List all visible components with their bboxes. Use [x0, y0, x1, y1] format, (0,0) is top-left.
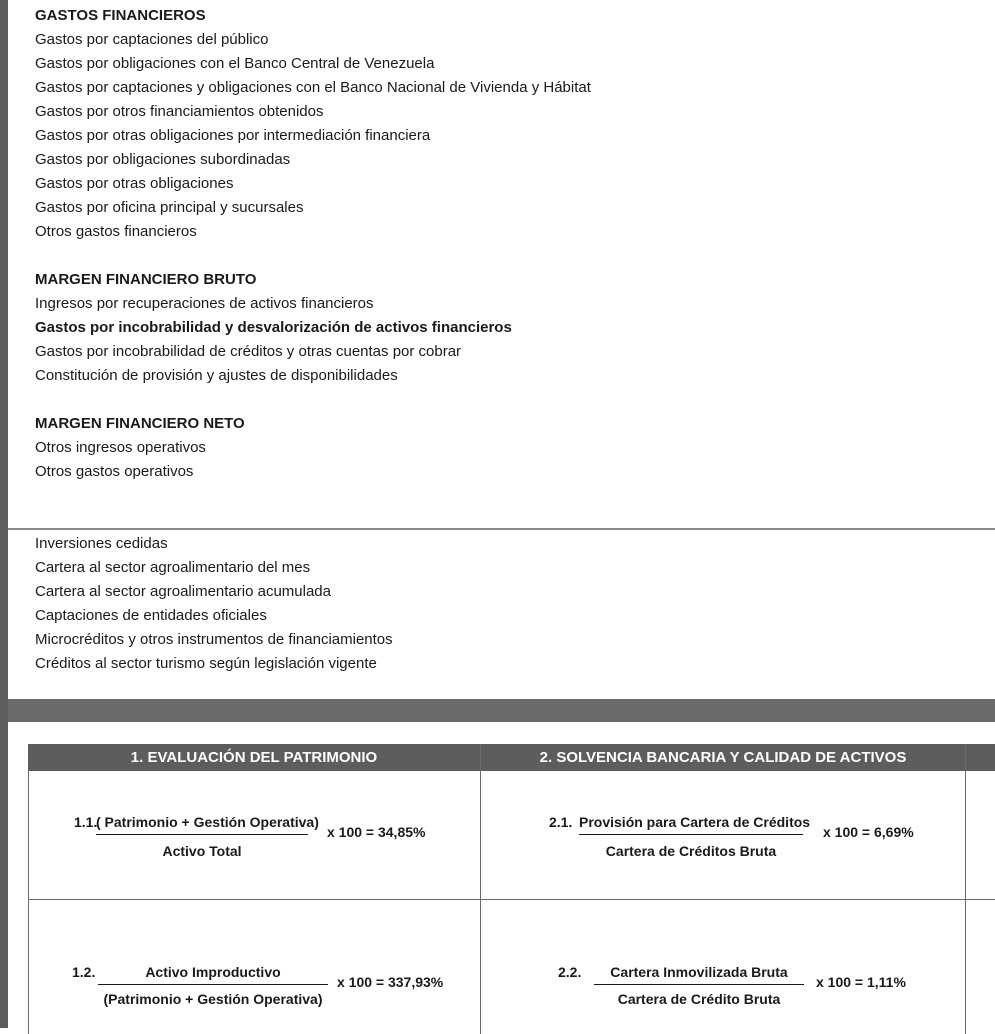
ratio-denominator: Activo Total	[162, 843, 242, 859]
fraction-bar	[594, 984, 804, 985]
header-solvencia: 2. SOLVENCIA BANCARIA Y CALIDAD DE ACTIVOS	[481, 744, 965, 771]
ratio-numerator: Activo Improductivo	[145, 964, 281, 980]
fraction-bar	[98, 984, 328, 985]
list-item: Gastos por captaciones y obligaciones con el Banco Nacional de Vivienda y Hábitat	[35, 79, 591, 96]
list-item: Cartera al sector agroalimentario del mes	[35, 559, 311, 576]
list-item: Gastos por otros financiamientos obtenidos	[35, 103, 324, 120]
header-patrimonio: 1. EVALUACIÓN DEL PATRIMONIO	[28, 744, 480, 771]
gastos-financieros-section	[35, 4, 975, 244]
table-row-divider	[28, 899, 995, 900]
ratio-result: x 100 = 1,11%	[816, 974, 906, 990]
list-item: Gastos por captaciones del público	[35, 31, 269, 48]
list-item: Otros ingresos operativos	[35, 439, 206, 456]
left-border-bar	[0, 0, 8, 1028]
section-separator-band	[8, 699, 995, 722]
list-item: Captaciones de entidades oficiales	[35, 607, 267, 624]
margen-neto-section	[35, 412, 975, 484]
header-extra	[966, 744, 995, 771]
list-item: Inversiones cedidas	[35, 535, 168, 552]
ratio-index: 1.2.	[72, 964, 96, 980]
list-item: Créditos al sector turismo según legislación vigente	[35, 655, 377, 672]
ratio-index: 2.1.	[549, 814, 573, 830]
list-item: Otros gastos financieros	[35, 223, 197, 240]
list-item: Gastos por otras obligaciones	[35, 175, 234, 192]
list-item: Gastos por otras obligaciones por intermediación financiera	[35, 127, 431, 144]
ratio-result: x 100 = 6,69%	[823, 824, 914, 840]
ratio-denominator: Cartera de Créditos Bruta	[605, 843, 777, 859]
section-title: GASTOS FINANCIEROS	[35, 7, 206, 24]
list-item: Otros gastos operativos	[35, 463, 194, 480]
fraction-bar	[96, 834, 308, 835]
ratio-2-1	[549, 812, 959, 862]
list-item: Constitución de provisión y ajustes de disponibilidades	[35, 367, 398, 384]
list-item: Gastos por oficina principal y sucursales	[35, 199, 304, 216]
ratio-1-2	[72, 962, 472, 1012]
table-border-left	[28, 771, 29, 1034]
section-title: MARGEN FINANCIERO BRUTO	[35, 271, 257, 288]
table-column-divider	[965, 744, 966, 1034]
ratio-numerator: ( Patrimonio + Gestión Operativa)	[96, 814, 319, 830]
ratio-index: 2.2.	[558, 964, 582, 980]
fraction-bar	[579, 834, 803, 835]
ratio-index: 1.1.	[74, 814, 98, 830]
margen-bruto-section	[35, 268, 975, 388]
ratio-2-2	[558, 962, 958, 1012]
table-column-divider	[480, 744, 481, 1034]
list-item: Ingresos por recuperaciones de activos financieros	[35, 295, 374, 312]
otras-cuentas-section	[35, 532, 975, 676]
ratio-numerator: Cartera Inmovilizada Bruta	[610, 964, 788, 980]
list-item: Microcréditos y otros instrumentos de financiamientos	[35, 631, 393, 648]
ratio-1-1	[74, 812, 474, 862]
section-title: MARGEN FINANCIERO NETO	[35, 415, 245, 432]
ratio-table	[28, 744, 995, 1034]
list-item: Gastos por obligaciones subordinadas	[35, 151, 291, 168]
list-item-bold: Gastos por incobrabilidad y desvalorización de activos financieros	[35, 319, 512, 336]
list-item: Gastos por incobrabilidad de créditos y otras cuentas por cobrar	[35, 343, 462, 360]
ratio-denominator: Cartera de Crédito Bruta	[617, 991, 781, 1007]
horizontal-divider	[8, 528, 995, 530]
ratio-result: x 100 = 34,85%	[327, 824, 426, 840]
list-item: Gastos por obligaciones con el Banco Central de Venezuela	[35, 55, 435, 72]
list-item: Cartera al sector agroalimentario acumulada	[35, 583, 331, 600]
ratio-result: x 100 = 337,93%	[337, 974, 444, 990]
ratio-denominator: (Patrimonio + Gestión Operativa)	[103, 991, 323, 1007]
ratio-numerator: Provisión para Cartera de Créditos	[579, 814, 811, 830]
